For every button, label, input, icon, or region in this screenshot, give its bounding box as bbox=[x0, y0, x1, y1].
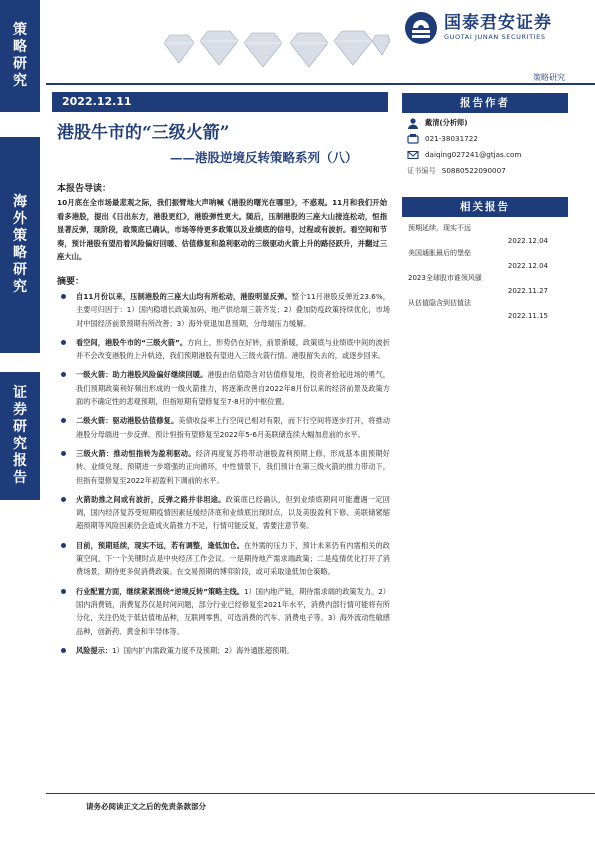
related-report-title[interactable]: 预期延续，现实不远 bbox=[408, 224, 471, 232]
bullet-body: 美债收益率上行空间已相对有限，而下行空间将逐步打开，将推动港股分母端进一步反弹。预计恒指有望修复至2022年5-6月美联储连续大幅加息前的水平。 bbox=[76, 416, 390, 439]
related-report-date: 2022.11.15 bbox=[507, 311, 548, 320]
bullet-lead: 看空间，港股牛市的“三级火箭”。 bbox=[76, 337, 188, 347]
abstract-item bbox=[60, 644, 390, 657]
brand-name-en: GUOTAI JUNAN SECURITIES bbox=[444, 33, 546, 41]
bullet-icon bbox=[61, 372, 66, 377]
abstract-item bbox=[60, 539, 390, 579]
email-icon bbox=[407, 149, 419, 161]
bullet-body: 1）国内扩内需政策力度不及预期；2）海外通胀超预期。 bbox=[111, 645, 294, 655]
sidebar-char: 策 bbox=[13, 228, 27, 244]
report-type: 策略研究 bbox=[533, 73, 565, 82]
sidebar-tag-report bbox=[0, 372, 40, 500]
bullet-lead: 行业配置方面，继续紧紧围绕“逆境反转”策略主线。 bbox=[76, 586, 244, 596]
abstract-list bbox=[60, 290, 390, 663]
author-phone: 021-38031722 bbox=[425, 134, 478, 143]
sidebar-tag-strategy bbox=[0, 0, 40, 112]
bullet-body: 经济再度复苏将带动港股盈利预期上修，形成基本面预期好转、业绩兑现、预期进一步增强的正向循环，中性情景下，我们预计在第三级火箭的推力带动下，但指有望修复至2022年初盈利下调前的水平。 bbox=[76, 448, 390, 485]
sidebar-char: 究 bbox=[13, 279, 27, 295]
bullet-lead: 火箭助推之间或有波折，反弹之路并非坦途。 bbox=[76, 494, 226, 504]
related-report-date: 2022.11.27 bbox=[507, 286, 548, 295]
bullet-icon bbox=[61, 340, 66, 345]
bullet-body: 整个11月港股反弹近23.6%，主要可归因于：1）国内稳增长政策加码，地产供给端三箭齐发；2）叠加防疫政策持续优化，市场对中国经济前景预期有所改善；3）海外衰退加息预期，分母端压力缓解。 bbox=[76, 292, 390, 328]
sidebar-char: 研 bbox=[13, 262, 27, 278]
report-date: 2022.12.11 bbox=[52, 92, 388, 112]
sidebar-char: 究 bbox=[13, 73, 27, 89]
bullet-lead: 自11月份以来，压制港股的三座大山均有所松动，港股明显反弹。 bbox=[76, 292, 292, 301]
header-diamond-decoration bbox=[160, 25, 390, 70]
sidebar-char: 策 bbox=[13, 22, 27, 38]
bullet-body: 方向上，形势仍在好转，前景渐暖，政策底与业绩底中间的波折并不会改变港股的上升轨迹，我们预期港股有望进入三级火箭行情。港股留失去的，或逐步回来。 bbox=[76, 337, 390, 361]
author-name-row bbox=[407, 115, 567, 131]
report-subtitle: ——港股逆境反转策略系列（八） bbox=[170, 150, 358, 165]
related-report-date: 2022.12.04 bbox=[507, 236, 548, 245]
author-name: 戴清(分析师) bbox=[425, 118, 468, 127]
sidebar-char: 略 bbox=[13, 39, 27, 55]
bullet-lead: 一级火箭：助力港股风险偏好继续回暖。 bbox=[76, 370, 208, 380]
person-icon bbox=[407, 117, 419, 129]
related-report-title[interactable]: 从估值隐含到估值法 bbox=[408, 299, 471, 307]
sidebar-char: 究 bbox=[13, 436, 27, 452]
bullet-lead: 三级火箭：推动恒指转为盈利驱动。 bbox=[76, 448, 196, 458]
sidebar-tag-overseas bbox=[0, 137, 40, 353]
abstract-item bbox=[60, 585, 390, 638]
related-box-heading: 相关报告 bbox=[402, 197, 568, 217]
brand-name-cn: 国泰君安证券 bbox=[444, 13, 552, 33]
sidebar-char: 报 bbox=[13, 453, 27, 469]
related-report-item[interactable] bbox=[408, 272, 568, 297]
related-report-title[interactable]: 2023全球股市谁领风骚 bbox=[408, 274, 482, 282]
sidebar-char: 研 bbox=[13, 56, 27, 72]
related-report-title[interactable]: 美国通胀最后的堡垒 bbox=[408, 249, 471, 257]
header-divider bbox=[46, 83, 595, 85]
bullet-icon bbox=[61, 418, 66, 423]
sidebar-char: 略 bbox=[13, 245, 27, 261]
guide-text: 10月底在全市场最悲观之际，我们振臂地大声呐喊《港股的曙光在哪里》，不惑观。11月和我们开始看多港股，提出《日出东方，港股更红》，港股弹性更大。随后，压制港股的三座大山接连松动，恒指显著反弹，现阶段，政策底已确认，市场等待更多政策以及业绩底的信号，过程或有波折。看空间和节奏，预计港股有望沿着风险偏好回暖、估值修复和盈利驱动的三级驱动火箭上升的路径跃升，并翻过三座大山。 bbox=[57, 198, 387, 262]
sidebar-char: 证 bbox=[13, 385, 27, 401]
related-report-item[interactable] bbox=[408, 247, 568, 272]
bullet-icon bbox=[61, 589, 66, 594]
bullet-lead: 风险提示： bbox=[76, 645, 112, 655]
abstract-item bbox=[60, 493, 390, 533]
bullet-body: 港股由估值隐含对估值修复地，投资者拾起进场的勇气，我们预期政策利好频出形成的一级火箭推力，将逐渐改善自2022年8月份以来的经济前景及政策方面的不确定性的悲观预期，但指短期有望修复至7-8月的中枢位置。 bbox=[76, 370, 390, 407]
bullet-icon bbox=[61, 543, 66, 548]
author-cert-row bbox=[407, 163, 567, 179]
abstract-item bbox=[60, 368, 390, 408]
bullet-body: 在外需的压力下，预计未来仍有内需相关的政策空间，下一个关键时点是中央经济工作会议。一是期待地产需求端政策；二是疫情优化打开了消费场景，期待更多促消费政策。在交易预期的博弈阶段，或可采取逢低加仓策略。 bbox=[76, 540, 390, 577]
bullet-icon bbox=[61, 648, 66, 653]
author-email[interactable]: daiqing027241@gtjas.com bbox=[425, 150, 522, 159]
author-email-row bbox=[407, 147, 567, 163]
report-title: 港股牛市的“三级火箭” bbox=[57, 123, 230, 143]
sidebar-char: 券 bbox=[13, 402, 27, 418]
related-report-item[interactable] bbox=[408, 297, 568, 322]
phone-icon bbox=[407, 133, 419, 145]
brand-mark-icon bbox=[404, 11, 438, 45]
guide-label: 本报告导读： bbox=[57, 184, 112, 194]
sidebar-char: 海 bbox=[13, 194, 27, 210]
cert-label: 证书编号 bbox=[407, 166, 436, 175]
abstract-item bbox=[60, 414, 390, 441]
bullet-icon bbox=[61, 497, 66, 502]
bullet-lead: 二级火箭：驱动港股估值修复。 bbox=[76, 416, 179, 426]
footer-disclaimer: 请务必阅读正文之后的免责条款部分 bbox=[86, 802, 206, 811]
abstract-label: 摘要： bbox=[57, 277, 85, 287]
bullet-body: 1）国内地产链，期待需求端的政策发力。2）国内消费链，消费复苏仅是时间问题，部分行业已经修复至2021年水平，消费内部行情可能将有所分化，关注仍处于低估值地品种，互联网零售，可选消费的汽车、消费电子等。3）海外流动性敏感品种，创新药、黄金和半导体等。 bbox=[76, 586, 390, 636]
sidebar-char: 外 bbox=[13, 211, 27, 227]
footer-divider bbox=[46, 793, 595, 794]
sidebar-char: 研 bbox=[13, 419, 27, 435]
sidebar-char: 告 bbox=[13, 470, 27, 486]
bullet-lead: 目前，预期延续，现实不远，若有调整，逢低加仓。 bbox=[76, 540, 245, 550]
abstract-item bbox=[60, 447, 390, 487]
author-box-heading: 报告作者 bbox=[402, 93, 568, 113]
abstract-item bbox=[60, 290, 390, 330]
cert-number: S0880522090007 bbox=[441, 166, 506, 175]
bullet-icon bbox=[61, 451, 66, 456]
author-box bbox=[407, 115, 567, 179]
brand-logo bbox=[404, 11, 587, 45]
related-report-item[interactable] bbox=[408, 222, 568, 247]
bullet-icon bbox=[61, 294, 66, 299]
bullet-body: 政策底已经确认，但到业绩底期间可能遭遇一定回调，国内经济复苏受短期疫情因素延缓经济底和业绩底出现时点，以及美股盈利下修、美联储紧缩超预期等风险因素仍会造成火箭推力不足，行情可能反复，需要注意节奏。 bbox=[76, 494, 390, 531]
related-report-date: 2022.12.04 bbox=[507, 261, 548, 270]
author-phone-row bbox=[407, 131, 567, 147]
abstract-item bbox=[60, 336, 390, 363]
related-reports-list bbox=[408, 222, 568, 322]
